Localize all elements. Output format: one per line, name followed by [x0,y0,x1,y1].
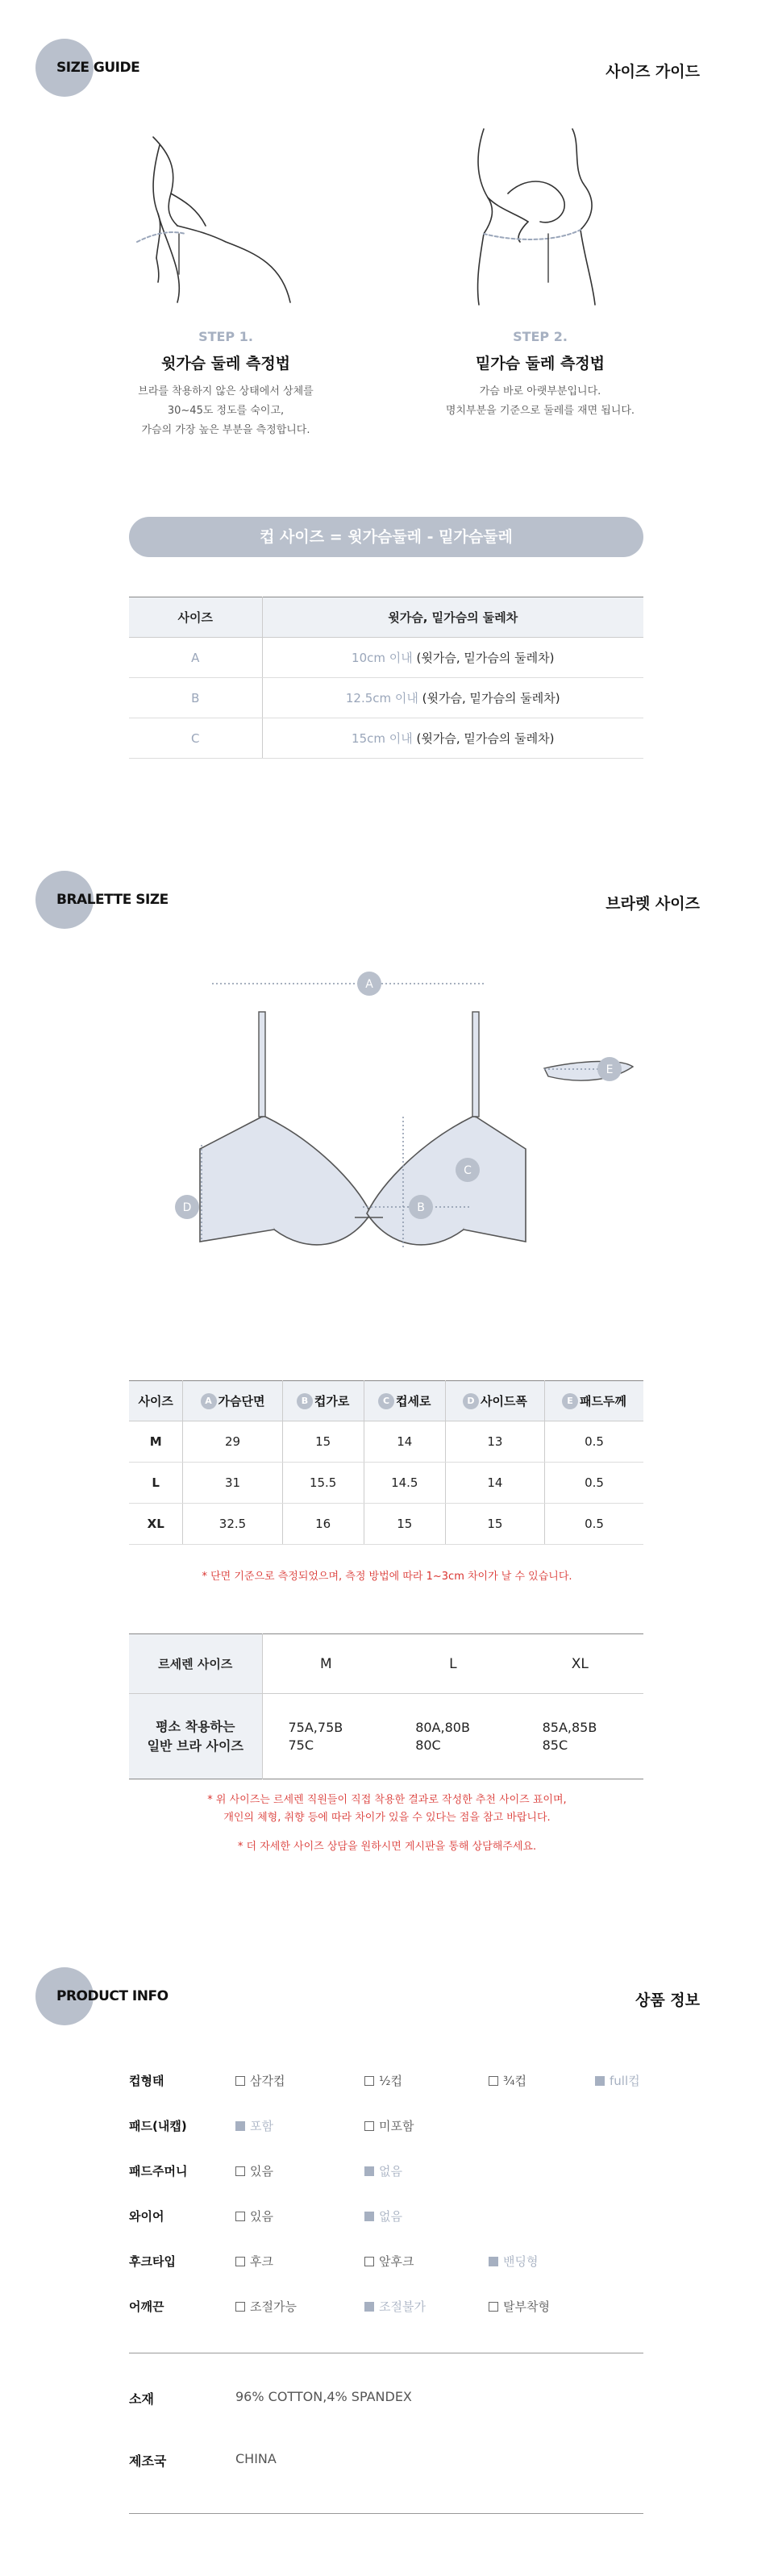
table-row [129,1421,643,1463]
bralette-title: 브라렛 사이즈 [605,895,700,913]
info-label: 어깨끈 [129,2299,164,2314]
bralette-diagram [161,963,645,1302]
consultation-note: * 더 자세한 사이즈 상담을 원하시면 게시판을 통해 상담해주세요. [237,1841,537,1853]
table-cell: M [129,1421,183,1463]
table-cell: 14 [364,1421,445,1463]
size-guide-title: 사이즈 가이드 [605,63,700,81]
table-cell: 29 [183,1421,282,1463]
cup-table-header-diff: 윗가슴, 밑가슴의 둘레차 [262,597,643,638]
table-cell: 15 [445,1504,544,1545]
fit-header-size: XL [517,1634,643,1694]
option-pocket-yes: 있음 [235,2162,273,2179]
option-front-hook: 앞후크 [364,2253,414,2270]
checkbox-icon [364,2076,374,2086]
cup-size-table [129,597,643,759]
option-hook: 후크 [235,2253,273,2270]
table-cell: L [129,1463,183,1504]
svg-text:A: A [365,978,373,991]
option-half-cup: ½컵 [364,2072,402,2089]
product-info-tag: PRODUCT INFO [56,1988,169,2004]
checkbox-icon [235,2076,245,2086]
option-pad-not-included: 미포함 [364,2117,414,2134]
measurement-note: * 단면 기준으로 측정되었으며, 측정 방법에 따라 1~3cm 차이가 날 수 있습니다. [202,1571,572,1583]
cup-table-header-size: 사이즈 [129,597,262,638]
recommendation-note: * 위 사이즈는 르세렌 직원들이 직접 착용한 결과로 작성한 추천 사이즈 표이며, 개인의 체형, 취향 등에 따라 차이가 있을 수 있다는 점을 참고 바랍니다. [207,1794,567,1824]
option-pad-included: 포함 [235,2117,273,2134]
step1-number: STEP 1. [198,329,253,344]
svg-text:B: B [417,1201,425,1214]
info-row-wire [129,2208,645,2230]
cup-size-cell: B [129,678,262,718]
info-row-pad-pocket [129,2162,645,2185]
table-cell: 32.5 [183,1504,282,1545]
origin-value: CHINA [235,2451,277,2466]
checkbox-checked-icon [489,2257,498,2266]
table-cell: 15 [364,1504,445,1545]
bralette-header-c: C 컵세로 [364,1381,445,1421]
fit-cell-xl: 85A,85B 85C [542,1719,597,1753]
table-cell: 14.5 [364,1463,445,1504]
bralette-header-size: 사이즈 [129,1381,183,1421]
checkbox-icon [489,2076,498,2086]
step2-number: STEP 2. [513,329,568,344]
table-cell: 0.5 [545,1504,643,1545]
svg-text:E: E [605,1063,614,1076]
table-cell: 0.5 [545,1463,643,1504]
cup-diff-cell: 15cm 이내 (윗가슴, 밑가슴의 둘레차) [262,718,643,759]
checkbox-checked-icon [235,2121,245,2131]
option-three-quarter-cup: ¾컵 [489,2072,526,2089]
badge-a-icon [357,972,381,996]
option-wire-yes: 있음 [235,2208,273,2224]
badge-d-icon [175,1195,199,1219]
info-row-strap [129,2298,645,2320]
option-pocket-no: 없음 [364,2162,402,2179]
bralette-header-e: E 패드두께 [545,1381,643,1421]
checkbox-icon [364,2121,374,2131]
table-cell: 16 [282,1504,364,1545]
svg-text:D: D [182,1201,192,1214]
cup-diff-cell: 12.5cm 이내 (윗가슴, 밑가슴의 둘레차) [262,678,643,718]
bralette-size-table [129,1380,643,1545]
info-row-cup-shape [129,2072,645,2095]
checkbox-icon [364,2257,374,2266]
step2-description: 가슴 바로 아랫부분입니다. 명치부분을 기준으로 둘레를 재면 됩니다. [445,385,635,417]
table-row [129,1504,643,1545]
checkbox-checked-icon [595,2076,605,2086]
cup-size-cell: A [129,638,262,678]
checkbox-icon [235,2302,245,2312]
checkbox-icon [489,2302,498,2312]
badge-c-icon [456,1158,480,1182]
checkbox-checked-icon [364,2166,374,2176]
option-detachable: 탈부착형 [489,2298,550,2315]
fit-size-table [129,1633,643,1779]
bralette-header-b: B 컵가로 [282,1381,364,1421]
table-cell: 14 [445,1463,544,1504]
divider [129,2513,643,2514]
checkbox-checked-icon [364,2302,374,2312]
info-label: 패드(내캡) [129,2119,187,2133]
material-value: 96% COTTON,4% SPANDEX [235,2389,412,2404]
bralette-header-a: A 가슴단면 [183,1381,282,1421]
table-cell: 15 [282,1421,364,1463]
info-row-pad [129,2117,645,2140]
info-row-hook-type [129,2253,645,2275]
table-cell: 15.5 [282,1463,364,1504]
fit-row-label: 평소 착용하는 일반 브라 사이즈 [129,1694,262,1779]
step1-description: 브라를 착용하지 않은 상태에서 상체를 30~45도 정도를 숙이고, 가슴의 가장 높은 부분을 측정합니다. [138,385,314,436]
table-row [129,1694,643,1779]
table-row [129,638,643,678]
badge-e-icon [597,1057,622,1081]
cup-diff-cell: 10cm 이내 (윗가슴, 밑가슴의 둘레차) [262,638,643,678]
material-label: 소재 [129,2391,154,2407]
option-adjustable: 조절가능 [235,2298,297,2315]
origin-label: 제조국 [129,2453,167,2469]
table-row [129,718,643,759]
bralette-tag: BRALETTE SIZE [56,892,169,908]
badge-b-icon [409,1195,433,1219]
product-info-title: 상품 정보 [635,1991,700,2009]
table-row [129,678,643,718]
fit-header-label: 르세렌 사이즈 [129,1634,262,1694]
fit-cell-m: 75A,75B 75C [288,1719,343,1753]
checkbox-icon [235,2257,245,2266]
step2-illustration [452,121,637,306]
fit-header-size: M [262,1634,389,1694]
info-label: 패드주머니 [129,2164,188,2179]
step1-illustration [121,121,306,306]
table-cell: 13 [445,1421,544,1463]
table-row [129,1463,643,1504]
checkbox-icon [235,2166,245,2176]
checkbox-checked-icon [364,2212,374,2221]
table-cell: 0.5 [545,1421,643,1463]
info-label: 후크타입 [129,2254,176,2269]
option-triangle-cup: 삼각컵 [235,2072,285,2089]
option-full-cup: full컵 [595,2072,640,2089]
table-cell: 31 [183,1463,282,1504]
option-banding: 밴딩형 [489,2253,538,2270]
info-label: 와이어 [129,2209,164,2224]
bralette-header-d: D 사이드폭 [445,1381,544,1421]
step1-title: 윗가슴 둘레 측정법 [160,355,291,372]
cup-size-formula: 컵 사이즈 = 윗가슴둘레 - 밑가슴둘레 [129,517,643,557]
info-label: 컵형태 [129,2074,164,2088]
step2-title: 밑가슴 둘레 측정법 [475,355,605,372]
checkbox-icon [235,2212,245,2221]
option-not-adjustable: 조절불가 [364,2298,426,2315]
size-guide-tag: SIZE GUIDE [56,60,140,76]
svg-text:C: C [464,1164,472,1177]
fit-header-size: L [389,1634,516,1694]
cup-size-cell: C [129,718,262,759]
table-cell: XL [129,1504,183,1545]
option-wire-no: 없음 [364,2208,402,2224]
fit-cell-l: 80A,80B 80C [415,1719,470,1753]
